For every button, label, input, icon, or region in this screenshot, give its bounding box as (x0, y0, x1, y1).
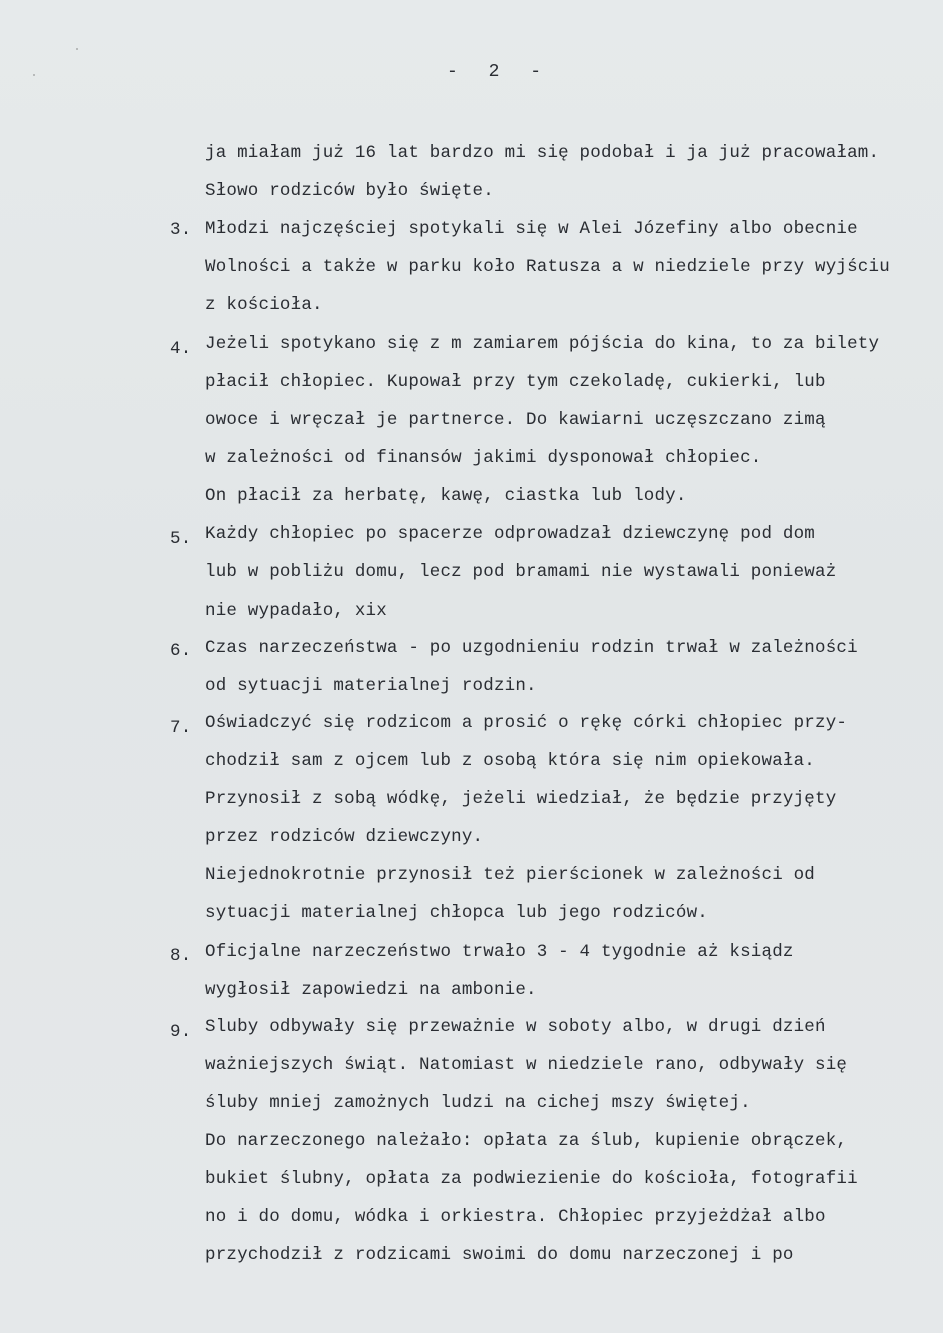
text-line: lub w pobliżu domu, lecz pod bramami nie wystawali ponieważ (205, 562, 837, 582)
text-line: bukiet ślubny, opłata za podwiezienie do kościoła, fotografii (205, 1169, 858, 1189)
text-line: Każdy chłopiec po spacerze odprowadzał dziewczynę pod dom (205, 524, 815, 544)
text-line: wygłosił zapowiedzi na ambonie. (205, 980, 537, 1000)
item-number: 7. (170, 718, 192, 738)
text-line: z kościoła. (205, 295, 323, 315)
text-line: Oficjalne narzeczeństwo trwało 3 - 4 tygodnie aż ksiądz (205, 942, 794, 962)
text-line: Czas narzeczeństwa - po uzgodnieniu rodzin trwał w zależności (205, 638, 858, 658)
text-line: nie wypadało, xix (205, 601, 387, 621)
item-number: 8. (170, 946, 192, 966)
item-number: 4. (170, 339, 192, 359)
item-number: 6. (170, 641, 192, 661)
text-line: śluby mniej zamożnych ludzi na cichej mszy świętej. (205, 1093, 751, 1113)
page-number: - 2 - (447, 62, 552, 82)
text-line: no i do domu, wódka i orkiestra. Chłopiec przyjeżdżał albo (205, 1207, 826, 1227)
text-line: przychodził z rodzicami swoimi do domu narzeczonej i po (205, 1245, 794, 1265)
text-line: Do narzeczonego należało: opłata za ślub, kupienie obrączek, (205, 1131, 848, 1151)
text-line: Przynosił z sobą wódkę, jeżeli wiedział, że będzie przyjęty (205, 789, 837, 809)
text-line: przez rodziców dziewczyny. (205, 827, 484, 847)
paper-speck (76, 48, 78, 50)
text-line: owoce i wręczał je partnerce. Do kawiarni uczęszczano zimą (205, 410, 826, 430)
text-line: ja miałam już 16 lat bardzo mi się podobał i ja już pracowałam. (205, 143, 880, 163)
text-line: Słowo rodziców było święte. (205, 181, 494, 201)
text-line: Młodzi najczęściej spotykali się w Alei Józefiny albo obecnie (205, 219, 858, 239)
text-line: ważniejszych świąt. Natomiast w niedziele rano, odbywały się (205, 1055, 848, 1075)
text-line: On płacił za herbatę, kawę, ciastka lub lody. (205, 486, 687, 506)
text-line: płacił chłopiec. Kupował przy tym czekoladę, cukierki, lub (205, 372, 826, 392)
item-number: 9. (170, 1022, 192, 1042)
item-number: 5. (170, 529, 192, 549)
text-line: Niejednokrotnie przynosił też pierścionek w zależności od (205, 865, 815, 885)
text-line: Wolności a także w parku koło Ratusza a w niedziele przy wyjściu (205, 257, 890, 277)
text-line: chodził sam z ojcem lub z osobą która się nim opiekowała. (205, 751, 815, 771)
item-number: 3. (170, 220, 192, 240)
text-line: Sluby odbywały się przeważnie w soboty albo, w drugi dzień (205, 1017, 826, 1037)
text-line: sytuacji materialnej chłopca lub jego rodziców. (205, 903, 708, 923)
text-line: w zależności od finansów jakimi dysponował chłopiec. (205, 448, 762, 468)
text-line: od sytuacji materialnej rodzin. (205, 676, 537, 696)
text-line: Jeżeli spotykano się z m zamiarem pójścia do kina, to za bilety (205, 334, 880, 354)
paper-speck (33, 74, 35, 76)
text-line: Oświadczyć się rodzicom a prosić o rękę córki chłopiec przy- (205, 713, 848, 733)
